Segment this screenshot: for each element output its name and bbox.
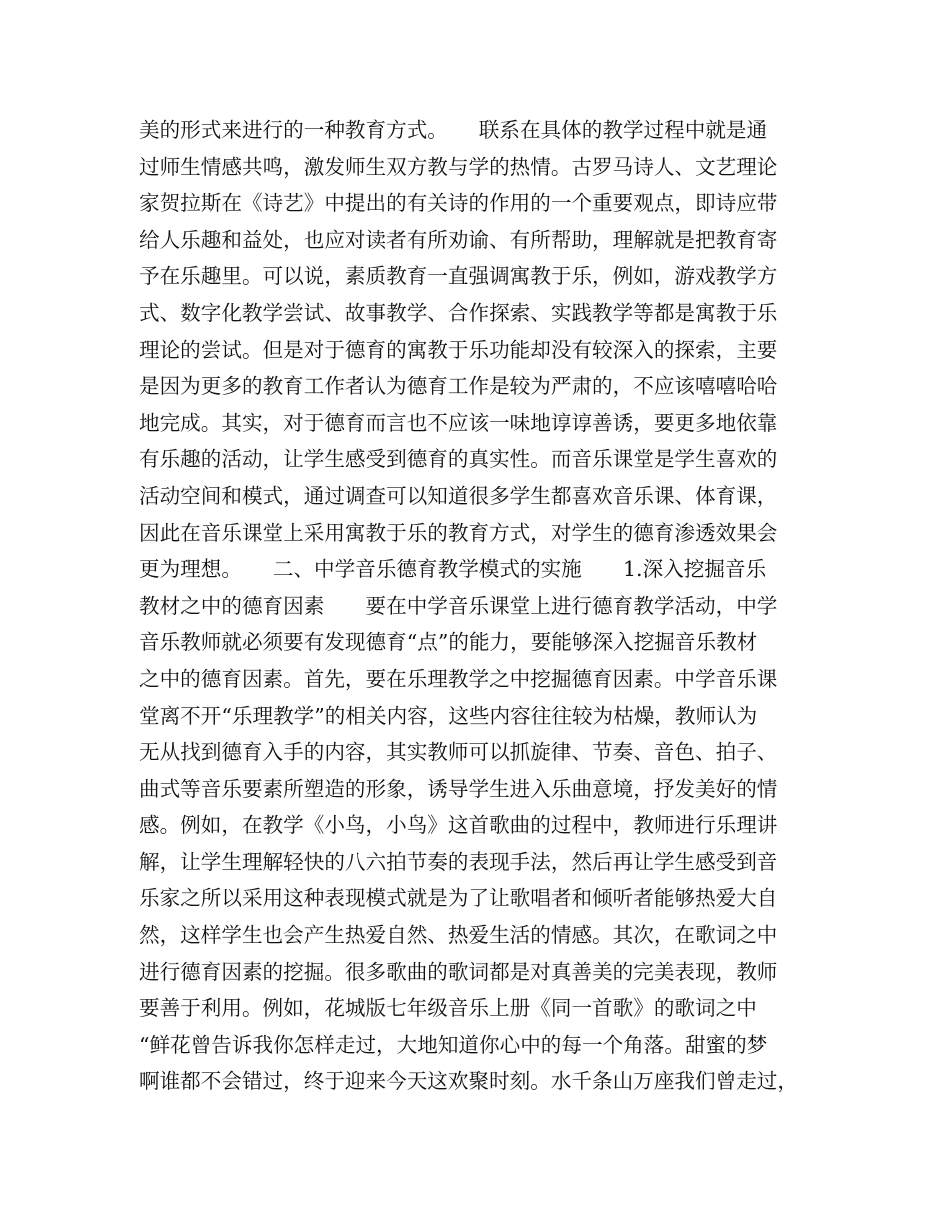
text-line: 给人乐趣和益处，也应对读者有所劝谕、有所帮助，理解就是把教育寄 [139, 227, 778, 252]
text-line: 音乐教师就必须要有发现德育“点”的能力，要能够深入挖掘音乐教材 [139, 630, 758, 655]
body-text [139, 112, 819, 1100]
text-line: 地完成。其实，对于德育而言也不应该一味地谆谆善诱，要更多地依靠 [139, 410, 778, 435]
text-line: 教材之中的德育因素 要在中学音乐课堂上进行德育教学活动，中学 [139, 593, 778, 618]
text-line: 解，让学生理解轻快的八六拍节奏的表现手法，然后再让学生感受到音 [139, 849, 778, 874]
text-line: 式、数字化教学尝试、故事教学、合作探索、实践教学等都是寓教于乐 [139, 300, 778, 325]
text-line: 然，这样学生也会产生热爱自然、热爱生活的情感。其次，在歌词之中 [139, 923, 778, 948]
text-line: 是因为更多的教育工作者认为德育工作是较为严肃的，不应该嘻嘻哈哈 [139, 374, 778, 399]
text-line: 乐家之所以采用这种表现模式就是为了让歌唱者和倾听者能够热爱大自 [139, 886, 778, 911]
text-line: 进行德育因素的挖掘。很多歌曲的歌词都是对真善美的完美表现，教师 [139, 959, 778, 984]
text-line: 无从找到德育入手的内容，其实教师可以抓旋律、节奏、音色、拍子、 [139, 740, 778, 765]
text-line: 活动空间和模式，通过调查可以知道很多学生都喜欢音乐课、体育课， [139, 483, 778, 508]
text-line: “鲜花曾告诉我你怎样走过，大地知道你心中的每一个角落。甜蜜的梦 [139, 1032, 768, 1057]
text-line: 美的形式来进行的一种教育方式。 联系在具体的教学过程中就是通 [139, 118, 768, 142]
text-line: 啊谁都不会错过，终于迎来今天这欢聚时刻。水千条山万座我们曾走过， [139, 1069, 798, 1094]
text-line: 予在乐趣里。可以说，素质教育一直强调寓教于乐，例如，游戏教学方 [139, 264, 778, 289]
text-line: 更为理想。 二、中学音乐德育教学模式的实施 1.深入挖掘音乐 [139, 557, 767, 582]
text-line: 要善于利用。例如，花城版七年级音乐上册《同一首歌》的歌词之中 [139, 996, 757, 1021]
text-line: 曲式等音乐要素所塑造的形象，诱导学生进入乐曲意境，抒发美好的情 [139, 776, 778, 801]
text-line: 之中的德育因素。首先，要在乐理教学之中挖掘德育因素。中学音乐课 [139, 666, 778, 691]
text-line: 过师生情感共鸣，激发师生双方教与学的热情。古罗马诗人、文艺理论 [139, 154, 778, 179]
text-line: 感。例如，在教学《小鸟，小鸟》这首歌曲的过程中，教师进行乐理讲 [139, 813, 778, 838]
text-line: 家贺拉斯在《诗艺》中提出的有关诗的作用的一个重要观点，即诗应带 [139, 191, 778, 216]
text-line: 有乐趣的活动，让学生感受到德育的真实性。而音乐课堂是学生喜欢的 [139, 447, 778, 472]
text-line: 堂离不开“乐理教学”的相关内容，这些内容往往较为枯燥，教师认为 [139, 703, 758, 728]
text-line: 理论的尝试。但是对于德育的寓教于乐功能却没有较深入的探索，主要 [139, 337, 778, 362]
text-line: 因此在音乐课堂上采用寓教于乐的教育方式，对学生的德育渗透效果会 [139, 520, 778, 545]
